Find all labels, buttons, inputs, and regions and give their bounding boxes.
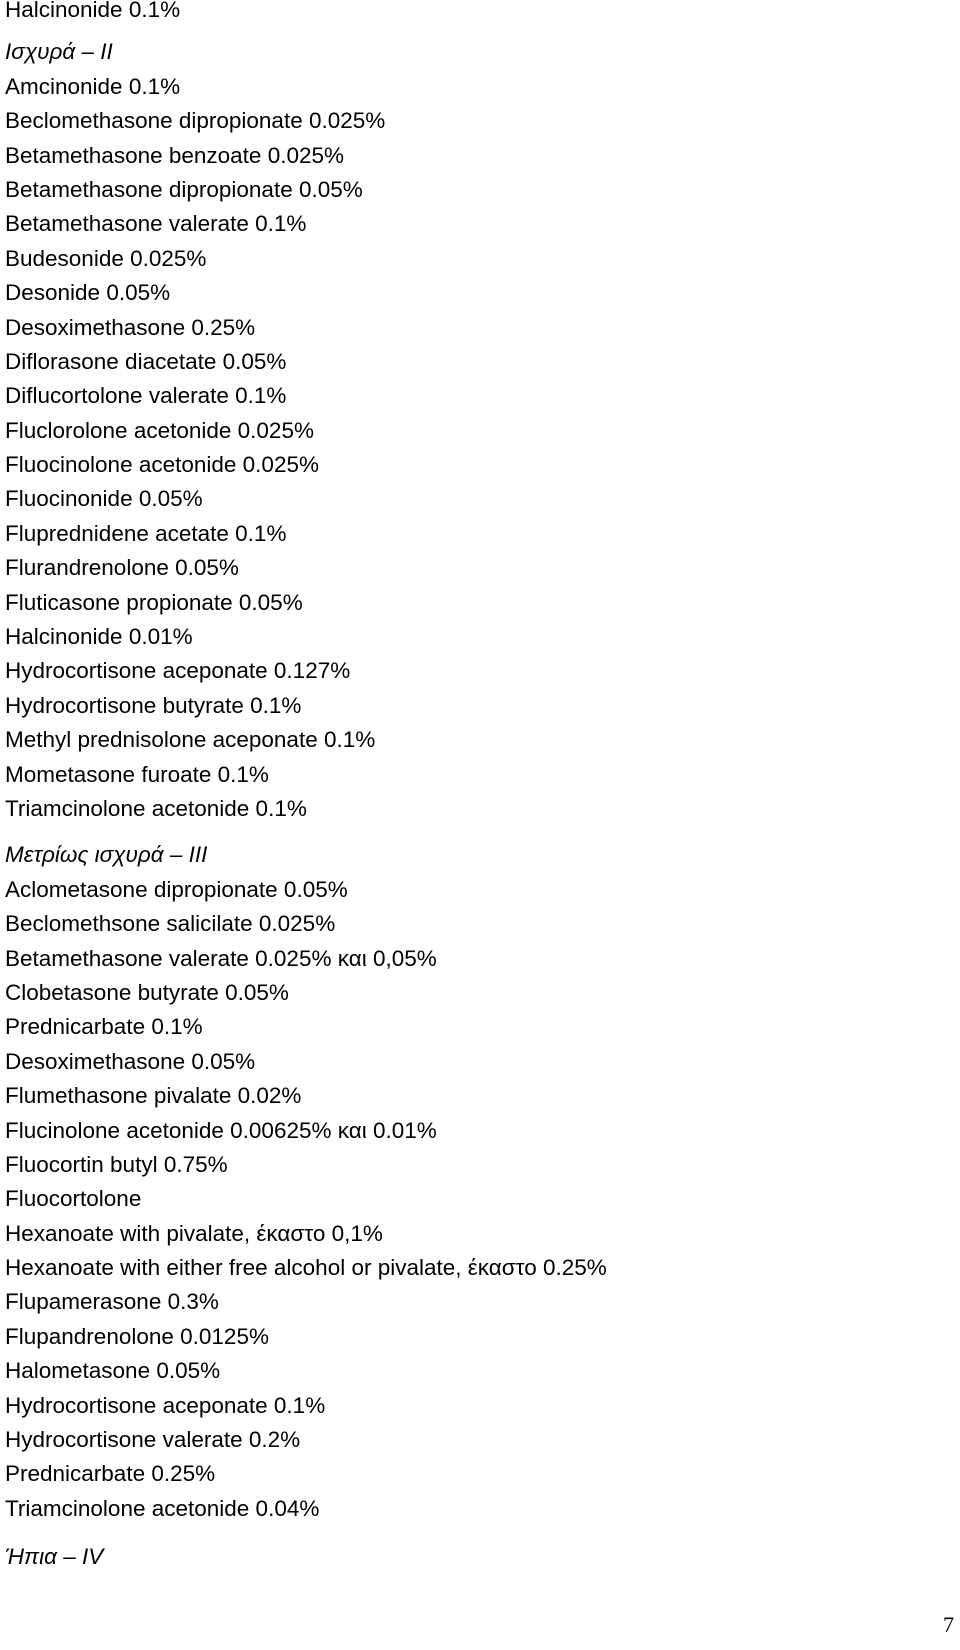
list-item: Halometasone 0.05% — [5, 1358, 221, 1384]
list-item: Fluticasone propionate 0.05% — [5, 589, 303, 615]
list-item: Halcinonide 0.1% — [5, 0, 181, 22]
list-item: Hydrocortisone aceponate 0.1% — [5, 1392, 326, 1418]
list-item: Flucinolone acetonide 0.00625% και 0.01% — [5, 1117, 437, 1143]
list-item: Desoximethasone 0.05% — [5, 1048, 256, 1074]
document-page — [5, 0, 945, 1575]
list-item: Fluocinolone acetonide 0.025% — [5, 452, 319, 478]
list-item: Betamethasone dipropionate 0.05% — [5, 176, 363, 202]
list-item: Diflorasone diacetate 0.05% — [5, 348, 287, 374]
list-item: Hydrocortisone butyrate 0.1% — [5, 692, 302, 718]
list-item: Flurandrenolone 0.05% — [5, 555, 239, 581]
list-item: Fluprednidene acetate 0.1% — [5, 520, 287, 546]
list-item: Hydrocortisone aceponate 0.127% — [5, 658, 351, 684]
section-ii-list — [5, 70, 945, 827]
list-item: Fluocortolone — [5, 1186, 142, 1212]
list-item: Aclometasone dipropionate 0.05% — [5, 876, 348, 902]
list-item: Prednicarbate 0.1% — [5, 1014, 203, 1040]
list-item: Mometasone furoate 0.1% — [5, 761, 269, 787]
list-item: Desonide 0.05% — [5, 280, 171, 306]
list-item: Flupandrenolone 0.0125% — [5, 1323, 269, 1349]
list-item: Flupamerasone 0.3% — [5, 1289, 219, 1315]
list-item: Prednicarbate 0.25% — [5, 1461, 216, 1487]
page-number: 7 — [943, 1612, 954, 1637]
list-item: Beclomethsone salicilate 0.025% — [5, 911, 336, 937]
list-item: Hexanoate with either free alcohol or pivalate, έκαστο 0.25% — [5, 1255, 607, 1281]
list-item: Hexanoate with pivalate, έκαστο 0,1% — [5, 1220, 383, 1246]
section-heading-iv: Ήπια – IV — [5, 1544, 104, 1570]
list-item: Betamethasone valerate 0.025% και 0,05% — [5, 945, 437, 971]
section-heading-iii: Μετρίως ισχυρά – III — [5, 842, 208, 868]
list-item: Betamethasone valerate 0.1% — [5, 211, 307, 237]
list-item: Fluocortin butyl 0.75% — [5, 1151, 228, 1177]
list-item: Beclomethasone dipropionate 0.025% — [5, 108, 386, 134]
list-item: Triamcinolone acetonide 0.1% — [5, 795, 307, 821]
section-heading-ii: Ισχυρά – II — [5, 39, 113, 65]
list-item: Betamethasone benzoate 0.025% — [5, 142, 345, 168]
list-item: Hydrocortisone valerate 0.2% — [5, 1427, 301, 1453]
list-item: Fluclorolone acetonide 0.025% — [5, 417, 314, 443]
list-item: Fluocinonide 0.05% — [5, 486, 203, 512]
section-iii-list — [5, 873, 945, 1526]
list-item: Methyl prednisolone aceponate 0.1% — [5, 727, 376, 753]
list-item: Budesonide 0.025% — [5, 245, 207, 271]
list-item: Clobetasone butyrate 0.05% — [5, 979, 289, 1005]
list-item: Flumethasone pivalate 0.02% — [5, 1083, 302, 1109]
list-item: Diflucortolone valerate 0.1% — [5, 383, 287, 409]
list-item: Halcinonide 0.01% — [5, 624, 193, 650]
list-item: Desoximethasone 0.25% — [5, 314, 256, 340]
list-item: Triamcinolone acetonide 0.04% — [5, 1495, 320, 1521]
list-item: Amcinonide 0.1% — [5, 73, 181, 99]
